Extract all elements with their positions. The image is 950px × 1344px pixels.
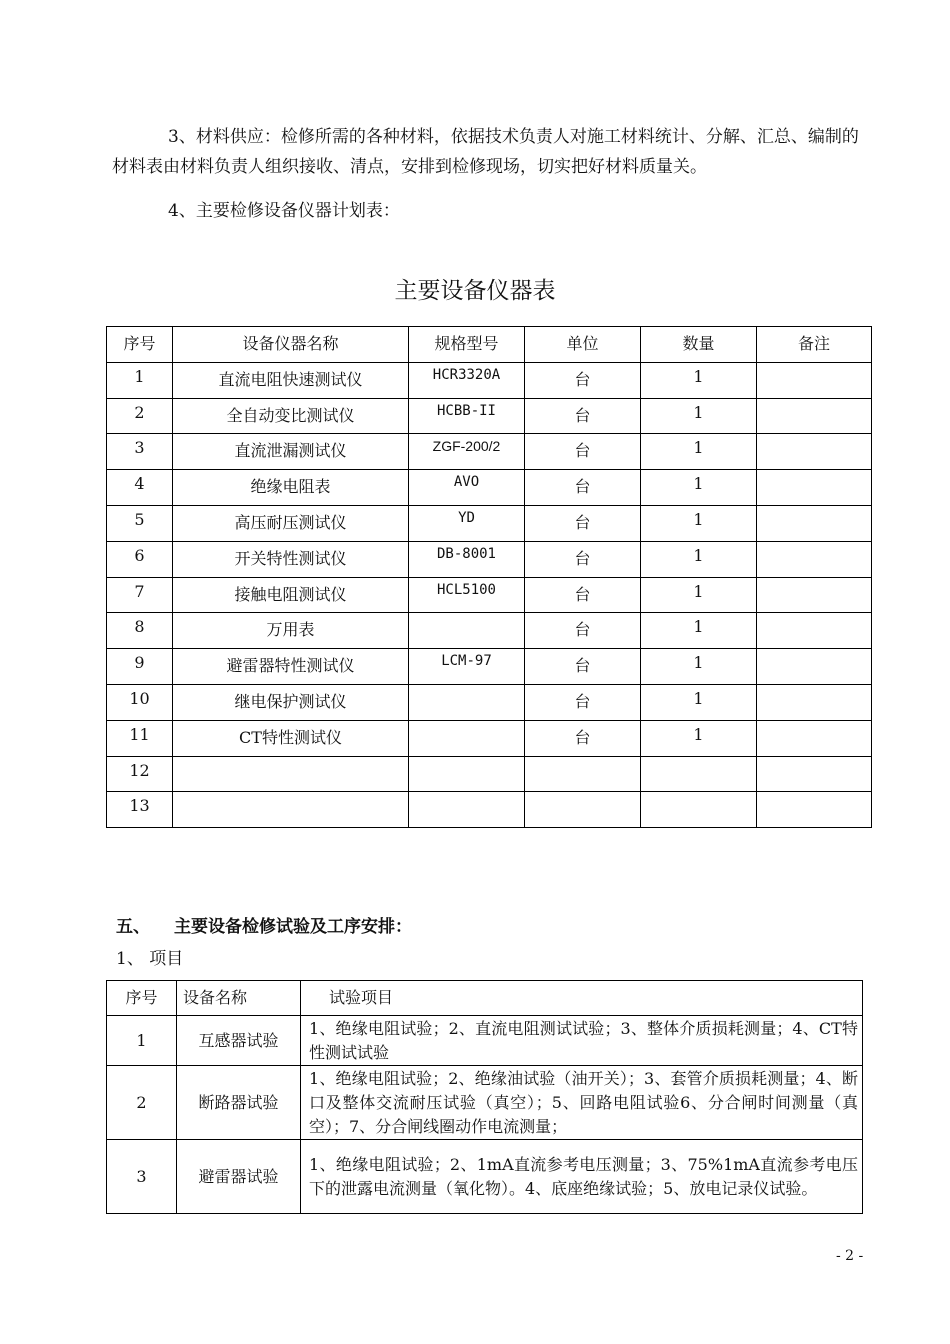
row-number: 8 [107,613,173,649]
equipment-name: 接触电阻测试仪 [173,577,409,613]
quantity: 1 [641,613,757,649]
header-cell: 备注 [757,327,872,363]
quantity: 1 [641,398,757,434]
unit: 台 [525,577,641,613]
row-number: 1 [107,1016,177,1066]
table-row [107,362,872,398]
unit [525,756,641,792]
header-cell: 数量 [641,327,757,363]
model-number: HCR3320A [409,362,525,398]
remarks [757,434,872,470]
table-row [107,505,872,541]
model-number: AVO [409,470,525,506]
unit: 台 [525,720,641,756]
header-cell: 规格型号 [409,327,525,363]
equipment-table [106,326,872,828]
test-items: 1、绝缘电阻试验；2、直流电阻测试试验；3、整体介质损耗测量；4、CT特性测试试验 [301,1016,863,1066]
remarks [757,720,872,756]
quantity: 1 [641,577,757,613]
row-number: 7 [107,577,173,613]
row-number: 3 [107,434,173,470]
device-name: 避雷器试验 [177,1140,301,1214]
unit [525,792,641,828]
table-row [107,792,872,828]
quantity [641,792,757,828]
row-number: 9 [107,649,173,685]
test-items: 1、绝缘电阻试验；2、绝缘油试验（油开关）；3、套管介质损耗测量；4、断口及整体交流耐压试验（真空）；5、回路电阻试验6、分合闸时间测量（真空）；7、分合闸线圈动作电流测量； [301,1066,863,1140]
quantity: 1 [641,541,757,577]
table-row [107,398,872,434]
row-number: 11 [107,720,173,756]
unit: 台 [525,684,641,720]
table-row [107,541,872,577]
model-number: ZGF-200/2 [409,434,525,470]
table-row [107,720,872,756]
table-row [107,470,872,506]
model-number [409,613,525,649]
paragraph-equipment-plan: 4、主要检修设备仪器计划表： [168,201,400,221]
table-row [107,684,872,720]
remarks [757,505,872,541]
header-cell: 单位 [525,327,641,363]
section-heading [116,912,412,937]
header-cell: 设备名称 [177,981,301,1016]
remarks [757,756,872,792]
unit: 台 [525,398,641,434]
quantity: 1 [641,505,757,541]
equipment-name: 避雷器特性测试仪 [173,649,409,685]
model-number: LCM-97 [409,649,525,685]
remarks [757,470,872,506]
header-cell: 序号 [107,327,173,363]
device-name: 断路器试验 [177,1066,301,1140]
equipment-name [173,792,409,828]
row-number: 10 [107,684,173,720]
remarks [757,792,872,828]
header-cell: 序号 [107,981,177,1016]
quantity: 1 [641,362,757,398]
remarks [757,649,872,685]
model-number [409,684,525,720]
equipment-name: 绝缘电阻表 [173,470,409,506]
unit: 台 [525,613,641,649]
quantity [641,756,757,792]
remarks [757,398,872,434]
unit: 台 [525,470,641,506]
equipment-name: 开关特性测试仪 [173,541,409,577]
model-number: YD [409,505,525,541]
unit: 台 [525,362,641,398]
equipment-name: 继电保护测试仪 [173,684,409,720]
equipment-table-header [107,327,872,363]
model-number: HCBB-II [409,398,525,434]
section-number: 五、 [116,917,150,937]
model-number [409,720,525,756]
row-number: 12 [107,756,173,792]
equipment-name: 高压耐压测试仪 [173,505,409,541]
quantity: 1 [641,684,757,720]
section-title: 主要设备检修试验及工序安排： [174,917,412,937]
model-number: DB-8001 [409,541,525,577]
sub-heading: 1、 项目 [116,949,184,969]
table-row [107,649,872,685]
unit: 台 [525,505,641,541]
test-table-header [107,981,863,1016]
model-number [409,756,525,792]
table-row [107,1016,863,1066]
quantity: 1 [641,649,757,685]
quantity: 1 [641,434,757,470]
row-number: 13 [107,792,173,828]
equipment-name: CT特性测试仪 [173,720,409,756]
equipment-name: 直流泄漏测试仪 [173,434,409,470]
row-number: 2 [107,398,173,434]
remarks [757,541,872,577]
table-row [107,756,872,792]
table-row [107,613,872,649]
test-items: 1、绝缘电阻试验；2、1mA直流参考电压测量；3、75%1mA直流参考电压下的泄露电流测量（氧化物）。4、底座绝缘试验；5、放电记录仪试验。 [301,1140,863,1214]
header-cell: 试验项目 [301,981,863,1016]
table-row [107,577,872,613]
equipment-name [173,756,409,792]
remarks [757,362,872,398]
equipment-table-title: 主要设备仪器表 [394,278,556,304]
quantity: 1 [641,720,757,756]
page-number: - 2 - [836,1248,864,1264]
row-number: 6 [107,541,173,577]
equipment-name: 全自动变比测试仪 [173,398,409,434]
row-number: 3 [107,1140,177,1214]
row-number: 5 [107,505,173,541]
table-row [107,1140,863,1214]
unit: 台 [525,541,641,577]
equipment-name: 万用表 [173,613,409,649]
model-number: HCL5100 [409,577,525,613]
table-row [107,1066,863,1140]
row-number: 4 [107,470,173,506]
test-items-table [106,980,863,1214]
paragraph-materials: 3、材料供应：检修所需的各种材料，依据技术负责人对施工材料统计、分解、汇总、编制的材料表由材料负责人组织接收、清点，安排到检修现场，切实把好材料质量关。 [112,127,859,177]
remarks [757,613,872,649]
row-number: 2 [107,1066,177,1140]
remarks [757,684,872,720]
model-number [409,792,525,828]
header-cell: 设备仪器名称 [173,327,409,363]
row-number: 1 [107,362,173,398]
quantity: 1 [641,470,757,506]
table-row [107,434,872,470]
unit: 台 [525,649,641,685]
unit: 台 [525,434,641,470]
equipment-name: 直流电阻快速测试仪 [173,362,409,398]
remarks [757,577,872,613]
device-name: 互感器试验 [177,1016,301,1066]
